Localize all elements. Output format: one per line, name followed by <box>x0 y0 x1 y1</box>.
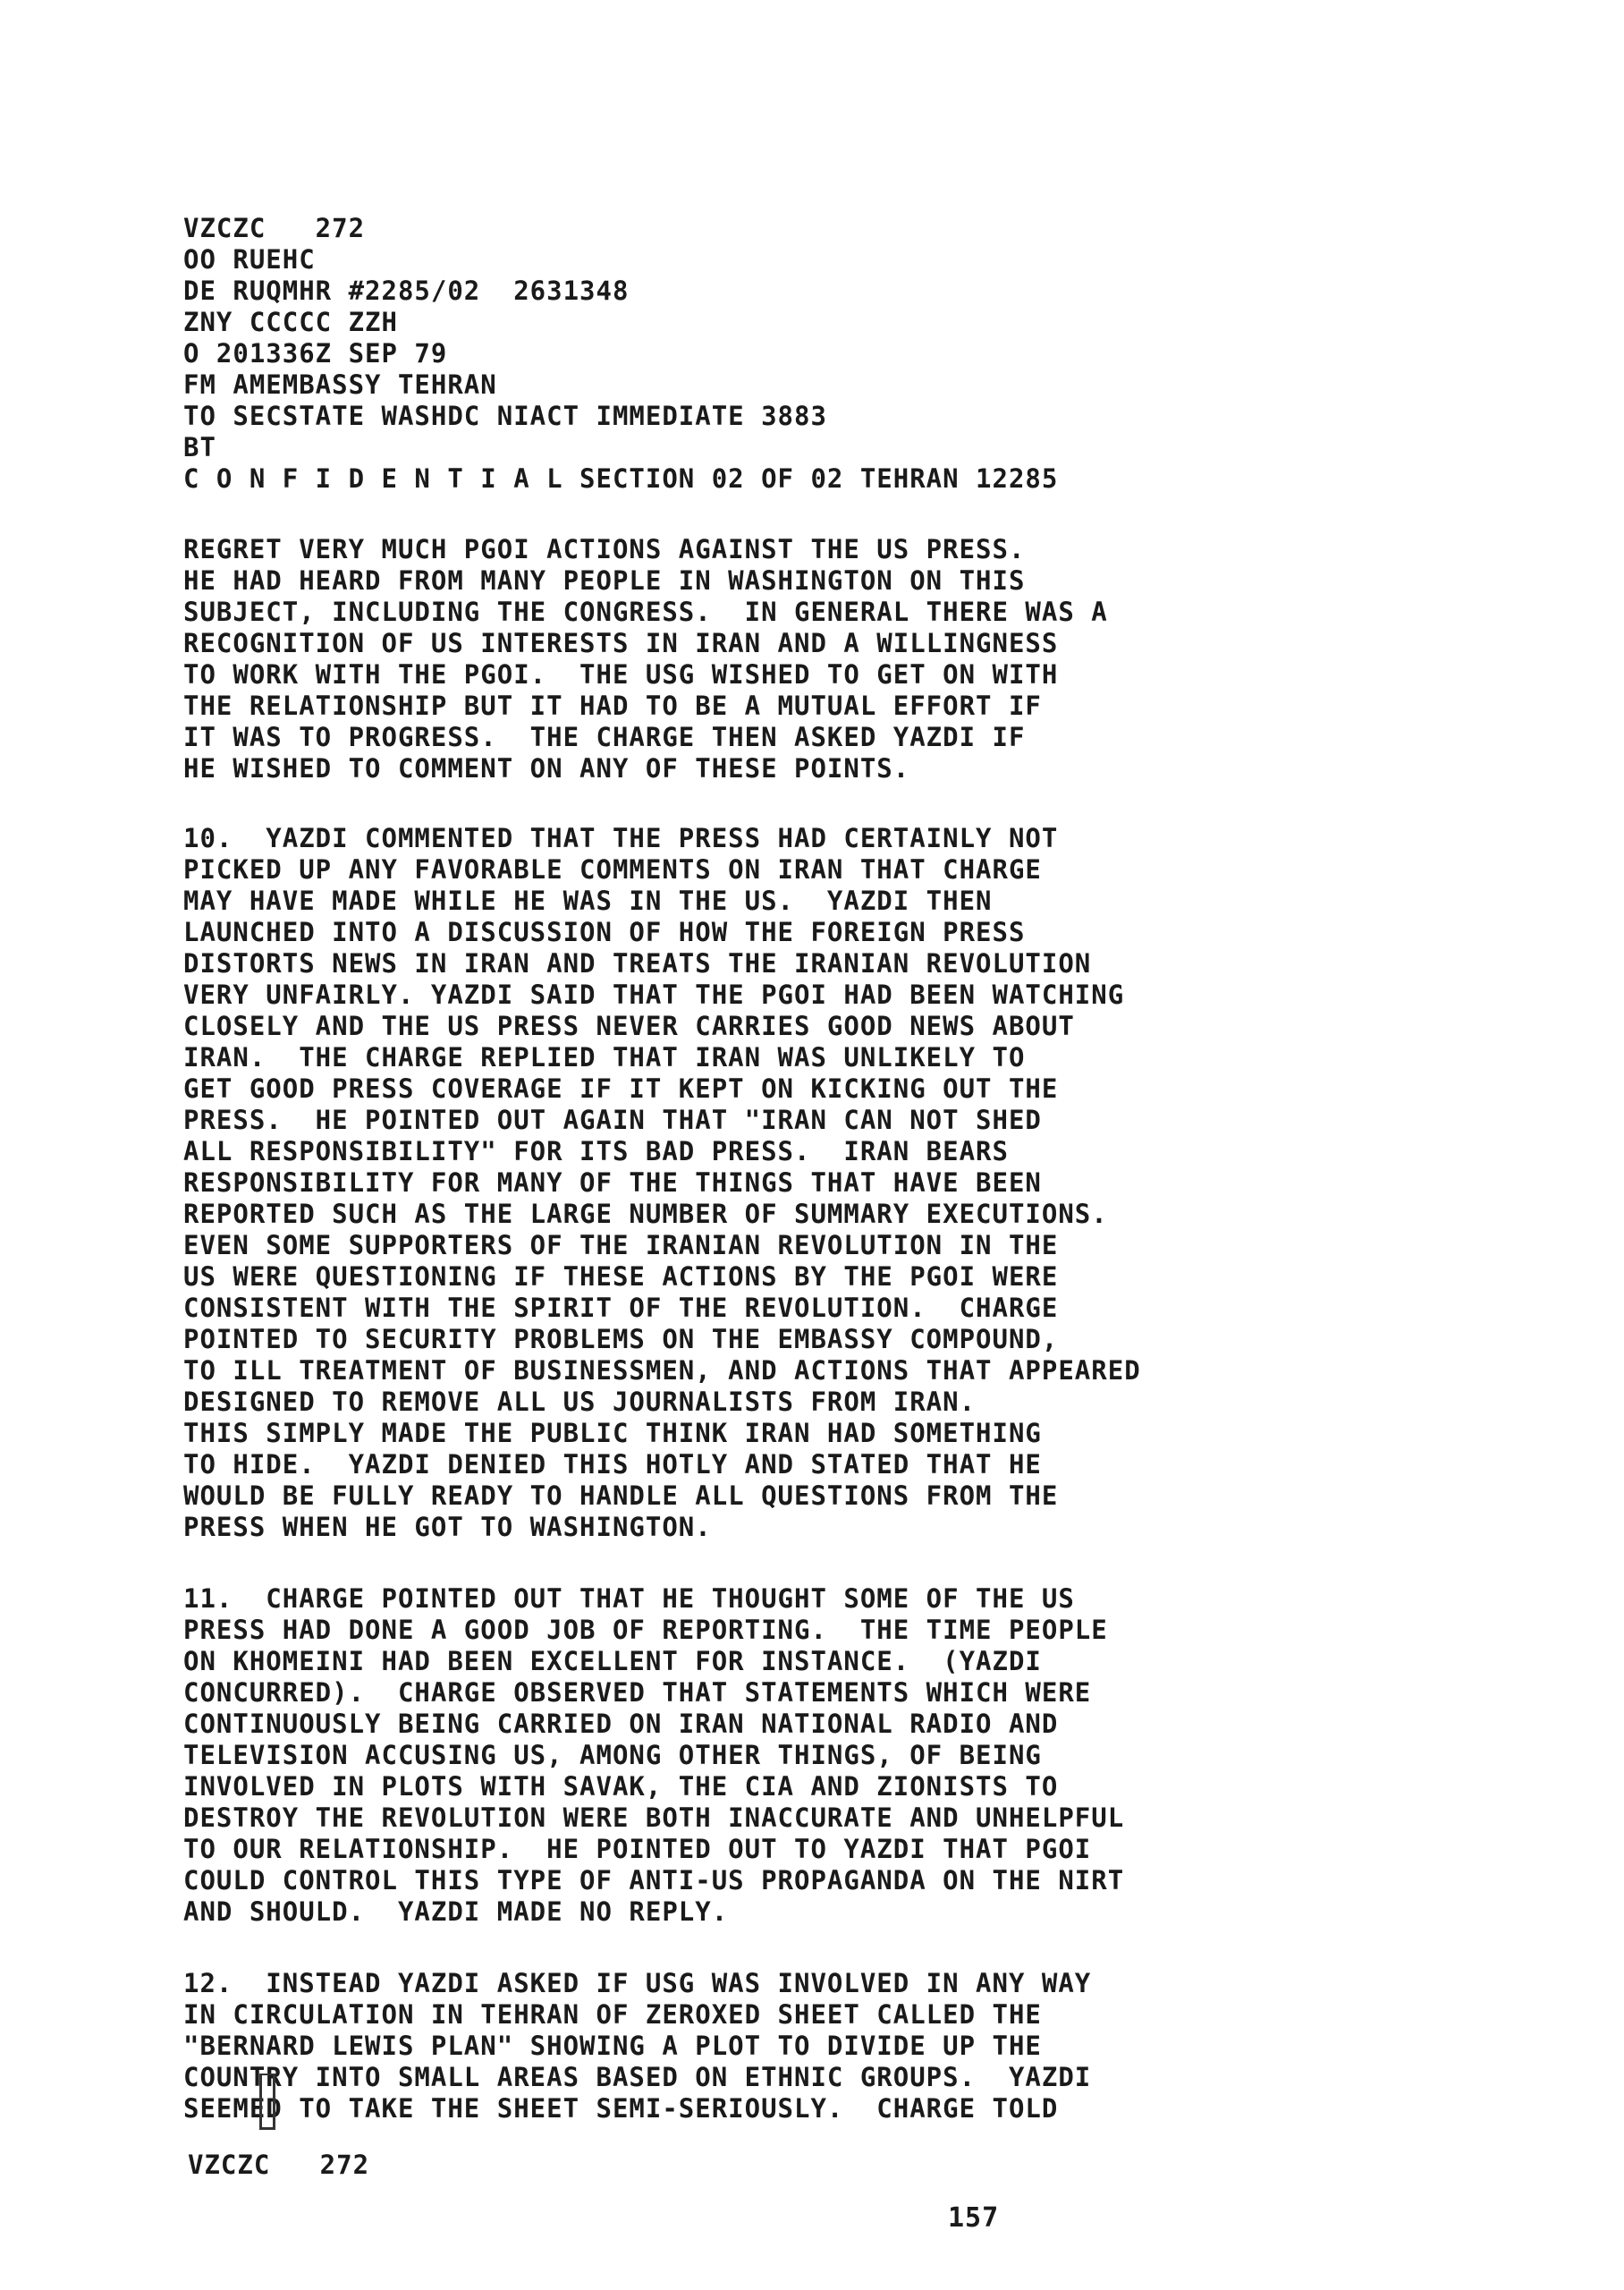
text-line: US WERE QUESTIONING IF THESE ACTIONS BY THE PGOI WERE <box>183 1261 1059 1292</box>
text-line: RECOGNITION OF US INTERESTS IN IRAN AND A WILLINGNESS <box>183 628 1059 658</box>
text-line: POINTED TO SECURITY PROBLEMS ON THE EMBASSY COMPOUND, <box>183 1324 1059 1354</box>
text-line: CONCURRED). CHARGE OBSERVED THAT STATEMENTS WHICH WERE <box>183 1677 1092 1708</box>
text-line: ON KHOMEINI HAD BEEN EXCELLENT FOR INSTANCE. (YAZDI <box>183 1646 1042 1676</box>
text-line: HE HAD HEARD FROM MANY PEOPLE IN WASHINGTON ON THIS <box>183 565 1026 596</box>
text-line: AND SHOULD. YAZDI MADE NO REPLY. <box>183 1896 729 1927</box>
scan-artifact <box>259 2074 275 2130</box>
header-line: TO SECSTATE WASHDC NIACT IMMEDIATE 3883 <box>183 401 827 431</box>
text-line: REGRET VERY MUCH PGOI ACTIONS AGAINST THE US PRESS. <box>183 534 1026 564</box>
text-line: GET GOOD PRESS COVERAGE IF IT KEPT ON KICKING OUT THE <box>183 1073 1059 1104</box>
text-line: IRAN. THE CHARGE REPLIED THAT IRAN WAS UNLIKELY TO <box>183 1042 1026 1073</box>
header-line: BT <box>183 432 216 462</box>
text-line: THE RELATIONSHIP BUT IT HAD TO BE A MUTUAL EFFORT IF <box>183 691 1042 721</box>
footer-code: VZCZC 272 <box>188 2150 370 2180</box>
text-line: 10. YAZDI COMMENTED THAT THE PRESS HAD CERTAINLY NOT <box>183 823 1059 853</box>
text-line: TO WORK WITH THE PGOI. THE USG WISHED TO GET ON WITH <box>183 659 1059 690</box>
text-line: CONTINUOUSLY BEING CARRIED ON IRAN NATIONAL RADIO AND <box>183 1709 1059 1739</box>
page-number: 157 <box>948 2202 1000 2234</box>
text-line: VERY UNFAIRLY. YAZDI SAID THAT THE PGOI HAD BEEN WATCHING <box>183 980 1125 1010</box>
header-line: O 201336Z SEP 79 <box>183 338 448 369</box>
text-line: IN CIRCULATION IN TEHRAN OF ZEROXED SHEET CALLED THE <box>183 1999 1042 2030</box>
text-line: WOULD BE FULLY READY TO HANDLE ALL QUESTIONS FROM THE <box>183 1480 1059 1511</box>
header-line: ZNY CCCCC ZZH <box>183 307 398 337</box>
text-line: TO HIDE. YAZDI DENIED THIS HOTLY AND STATED THAT HE <box>183 1449 1042 1480</box>
text-line: HE WISHED TO COMMENT ON ANY OF THESE POINTS. <box>183 753 910 784</box>
header-line: FM AMEMBASSY TEHRAN <box>183 369 497 400</box>
text-line: COUNTRY INTO SMALL AREAS BASED ON ETHNIC GROUPS. YAZDI <box>183 2062 1092 2092</box>
text-line: MAY HAVE MADE WHILE HE WAS IN THE US. YAZDI THEN <box>183 886 993 916</box>
text-line: ALL RESPONSIBILITY" FOR ITS BAD PRESS. IRAN BEARS <box>183 1136 1009 1166</box>
text-line: PRESS WHEN HE GOT TO WASHINGTON. <box>183 1512 712 1542</box>
text-line: SUBJECT, INCLUDING THE CONGRESS. IN GENERAL THERE WAS A <box>183 597 1108 627</box>
text-line: DESTROY THE REVOLUTION WERE BOTH INACCURATE AND UNHELPFUL <box>183 1802 1125 1833</box>
text-line: LAUNCHED INTO A DISCUSSION OF HOW THE FOREIGN PRESS <box>183 917 1026 947</box>
text-line: "BERNARD LEWIS PLAN" SHOWING A PLOT TO DIVIDE UP THE <box>183 2031 1042 2061</box>
text-line: DESIGNED TO REMOVE ALL US JOURNALISTS FROM IRAN. <box>183 1387 977 1417</box>
text-line: TO OUR RELATIONSHIP. HE POINTED OUT TO YAZDI THAT PGOI <box>183 1834 1092 1864</box>
text-line: INVOLVED IN PLOTS WITH SAVAK, THE CIA AND ZIONISTS TO <box>183 1771 1059 1802</box>
text-line: 11. CHARGE POINTED OUT THAT HE THOUGHT SOME OF THE US <box>183 1583 1075 1614</box>
text-line: 12. INSTEAD YAZDI ASKED IF USG WAS INVOLVED IN ANY WAY <box>183 1968 1092 1998</box>
text-line: DISTORTS NEWS IN IRAN AND TREATS THE IRANIAN REVOLUTION <box>183 948 1092 979</box>
text-line: SEEMED TO TAKE THE SHEET SEMI-SERIOUSLY. CHARGE TOLD <box>183 2093 1059 2124</box>
text-line: TELEVISION ACCUSING US, AMONG OTHER THINGS, OF BEING <box>183 1740 1042 1770</box>
text-line: EVEN SOME SUPPORTERS OF THE IRANIAN REVOLUTION IN THE <box>183 1230 1059 1260</box>
text-line: TO ILL TREATMENT OF BUSINESSMEN, AND ACTIONS THAT APPEARED <box>183 1355 1141 1386</box>
header-line: OO RUEHC <box>183 244 316 275</box>
text-line: IT WAS TO PROGRESS. THE CHARGE THEN ASKED YAZDI IF <box>183 722 1026 752</box>
text-line: RESPONSIBILITY FOR MANY OF THE THINGS THAT HAVE BEEN <box>183 1167 1042 1198</box>
text-line: PRESS. HE POINTED OUT AGAIN THAT "IRAN CAN NOT SHED <box>183 1105 1042 1135</box>
text-line: CONSISTENT WITH THE SPIRIT OF THE REVOLUTION. CHARGE <box>183 1293 1059 1323</box>
classification-line: C O N F I D E N T I A L SECTION 02 OF 02 TEHRAN 12285 <box>183 463 1059 494</box>
text-line: PICKED UP ANY FAVORABLE COMMENTS ON IRAN THAT CHARGE <box>183 854 1042 885</box>
text-line: CLOSELY AND THE US PRESS NEVER CARRIES GOOD NEWS ABOUT <box>183 1011 1075 1041</box>
text-line: THIS SIMPLY MADE THE PUBLIC THINK IRAN HAD SOMETHING <box>183 1418 1042 1448</box>
header-line: DE RUQMHR #2285/02 2631348 <box>183 276 630 306</box>
header-line: VZCZC 272 <box>183 213 366 243</box>
text-line: REPORTED SUCH AS THE LARGE NUMBER OF SUMMARY EXECUTIONS. <box>183 1199 1108 1229</box>
text-line: PRESS HAD DONE A GOOD JOB OF REPORTING. THE TIME PEOPLE <box>183 1615 1108 1645</box>
text-line: COULD CONTROL THIS TYPE OF ANTI-US PROPAGANDA ON THE NIRT <box>183 1865 1125 1896</box>
